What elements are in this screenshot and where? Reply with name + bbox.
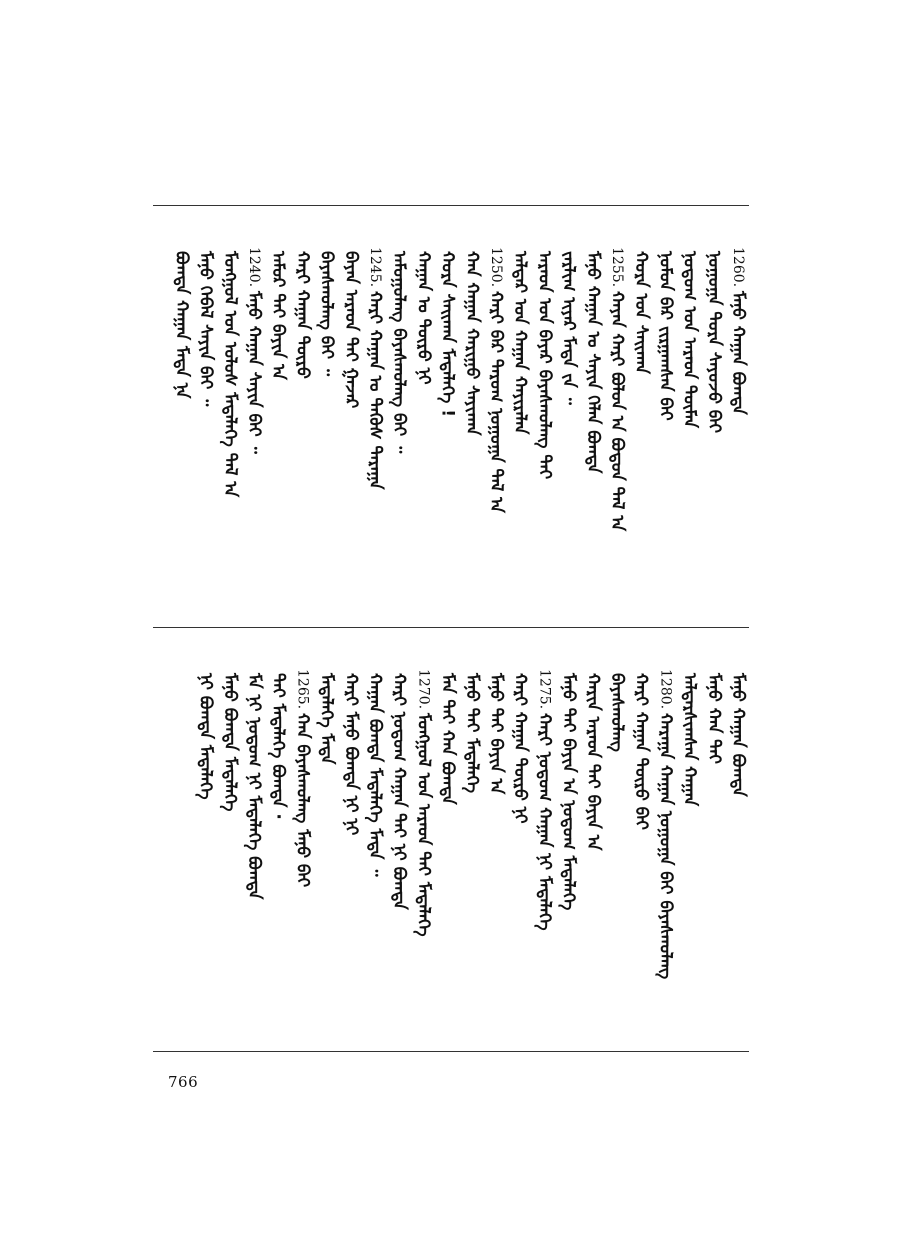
verse-line [727,247,749,415]
verse-line [195,247,217,406]
lower-verse-panel [153,627,749,1051]
verse-line [606,247,628,531]
bottom-rule [153,1051,749,1052]
line-text: ᠵᠠᠷᠯᠢᠭ ᠢᠶᠠᠷ ᠮᠡᠳᠡ ᠵᠡ ᠃ [558,251,579,405]
verse-line [219,247,241,497]
line-text: ᠮᠠᠨᠤ ᠲᠠᠢ ᠮᠡᠳᠡᠯᠡᠭᠡ [461,673,482,794]
line-text: ᠮᠡᠳᠡᠯᠡᠭᠡ ᠮᠡᠳᠡ [316,673,337,765]
verse-line [630,247,652,374]
line-text: ᠮᠠᠨᠤ ᠬᠠᠨ ᠲᠠᠢ [703,673,724,764]
line-text: ᠠᠯᠳᠠᠷ ᠤᠨ ᠬᠠᠭᠠᠨ ᠬᠠᠶᠢᠷᠠᠯᠠᠨ [510,251,531,435]
line-number: 1255. [609,247,625,288]
line-text: ᠠᠯᠳᠠᠷᠰᠢᠭᠰᠠᠨ ᠬᠠᠭᠠᠨ [679,673,700,807]
line-number: 1275. [536,669,553,710]
line-text: ᠬᠤᠷᠠ ᠰᠠᠢᠬᠠᠨ ᠮᠡᠳᠡᠯᠡᠭᠡ ! [437,251,458,417]
verse-line [606,669,628,752]
line-text: ᠬᠠᠨ ᠬᠠᠭᠠᠨ ᠬᠠᠷᠢᠭᠤ ᠰᠠᠶᠢᠬᠠᠨ [461,251,482,436]
line-text: ᠨᠤᠮᠤᠨ ᠪᠠᠷ ᠵᠢᠷᠭᠠᠭᠰᠠᠨ ᠪᠠᠢ [655,251,676,421]
verse-line [267,669,289,820]
line-text: ᠬᠤᠷᠠ ᠤᠨ ᠰᠠᠢᠬᠠᠨ [631,251,652,374]
line-text: ᠮᠠᠨᠤ ᠲᠠᠢ ᠪᠠᠶᠢᠨ ᠠ [486,673,506,795]
line-text: ᠬᠠᠷᠢ ᠨᠤᠲᠤᠭ ᠬᠠᠭᠠᠨ ᠨᠢ ᠮᠡᠳᠡᠯᠡᠭᠡ [534,713,555,931]
verse-line [485,247,507,513]
verse-line [509,247,531,434]
verse-line [340,247,362,408]
line-text: ᠪᠠᠶᠠᠰᠬᠤᠯᠠᠩ [607,673,627,752]
verse-line [267,247,289,380]
line-text: ᠨᠤᠭᠤᠭᠠ ᠳᠤᠷᠠ ᠰᠠᠶᠤᠵᠤ ᠪᠠᠢ [703,251,724,433]
line-number: 1250. [488,247,504,288]
verse-line [412,669,434,937]
line-text: ᠠᠮᠤᠷ ᠲᠠᠢ ᠪᠠᠶᠢᠨ ᠠ [268,251,289,380]
verse-line [170,247,192,398]
verse-line [412,247,434,385]
verse-line [340,669,362,835]
line-text: ᠪᠣᠭᠳᠠ ᠬᠠᠭᠠᠨ ᠮᠡᠳᠡ ᠨᠠ [171,251,192,399]
verse-line [437,669,459,805]
verse-line [654,247,676,421]
verse-line [703,247,725,433]
verse-line [316,247,338,376]
line-text: ᠬᠠᠷᠢ ᠪᠠᠷ ᠳᠠᠷᠤᠭ ᠨᠤᠭᠤᠭᠠ ᠲᠠᠯ ᠠ [486,291,506,514]
line-number: 1245. [367,247,383,288]
verse-line [727,669,749,797]
line-text: ᠮᠠ ᠨᠢ ᠨᠤᠲᠤᠭ ᠨᠢ ᠮᠡᠳᠡᠯᠡᠭᠡ ᠪᠣᠭᠳᠠ [244,673,264,900]
verse-line [437,247,459,417]
verse-line [485,669,507,794]
line-text: ᠪᠠᠶᠠᠰᠬᠤᠯᠠᠩ ᠪᠠᠢ ᠃ [316,251,337,377]
line-text: ᠬᠠᠷᠢ ᠨᠤᠲᠤᠭ ᠬᠠᠭᠠᠨ ᠲᠠᠢ ᠨᠢ ᠪᠣᠭᠳᠠ [389,673,410,910]
line-text: ᠮᠣᠩᠭᠣᠯ ᠤᠨ ᠠᠷᠠᠳ ᠲᠠᠢ ᠮᠡᠳᠡᠯᠡᠭᠡ [413,713,434,937]
line-number: 1260. [730,247,746,288]
verse-line [509,669,531,824]
line-text: ᠮᠠᠨᠤ ᠬᠠᠭᠠᠨ ᠪᠣᠭᠳᠠ [728,673,748,797]
verse-line [291,669,313,887]
page-number: 766 [168,1073,199,1091]
line-text: ᠬᠠᠷᠢ ᠬᠠᠭᠠᠨ ᠲᠥᠷᠦ ᠪᠠᠢ [631,673,652,830]
upper-verse-panel [153,205,749,627]
line-text: ᠠᠷᠠᠳ ᠤᠨ ᠪᠠᠶᠠᠷ ᠪᠠᠶᠠᠰᠬᠤᠯᠠᠩ ᠲᠠᠢ [534,251,555,480]
verse-line [364,247,386,490]
line-text: ᠮᠣᠩᠭᠣᠯ ᠤᠨ ᠤᠯᠤᠰ ᠮᠡᠳᠡᠯᠡᠭᠡ ᠲᠠᠯ ᠠ [219,251,240,498]
line-text: ᠬᠠᠶᠠᠨ ᠬᠠᠷᠢ ᠪᠤᠯᠤᠨ ᠠ ᠪᠤᠳᠤᠨ ᠲᠠᠯ ᠠ [607,291,627,532]
line-number: 1240. [246,247,262,288]
line-text: ᠪᠠᠶᠠᠨ ᠠᠷᠠᠳ ᠲᠠᠢ ᠭᠠᠵᠠᠷ [340,251,361,409]
verse-line [679,669,701,806]
line-text: ᠬᠠᠷᠢ ᠮᠠᠨᠤ ᠪᠣᠭᠳᠠ ᠨᠢ ᠨᠢ [340,673,361,836]
verse-line [558,247,580,405]
verse-line [388,669,410,910]
verse-line [533,669,555,931]
verse-line [364,669,386,877]
line-text: ᠬᠠᠷᠠᠭᠠ ᠬᠠᠭᠠᠨ ᠨᠤᠭᠤᠭᠠ ᠪᠠᠢ ᠪᠠᠶᠠᠰᠬᠤᠯᠠᠩ [655,713,676,980]
verse-line [316,669,338,764]
line-text: ᠬᠠᠭᠠᠨ ᠤ ᠲᠥᠷᠦ ᠨᠢ [413,251,434,385]
line-text: ᠨᠤᠲᠤᠭ ᠤᠨ ᠠᠷᠠᠳ ᠲᠦᠮᠡᠨ [679,251,700,429]
line-text: ᠲᠠᠢ ᠮᠡᠳᠡᠯᠡᠭᠡ ᠪᠣᠭᠳᠠ · [268,673,289,820]
line-text: ᠮᠠᠨᠤ ᠪᠣᠭᠳᠠ ᠮᠡᠳᠡᠯᠡᠭᠡ [219,673,240,812]
line-text: ᠮᠠᠨᠤ ᠬᠠᠭᠠᠨ ᠰᠠᠶᠢᠨ ᠪᠠᠢ ᠃ [244,291,264,454]
line-text: ᠨᠢ ᠪᠣᠭᠳᠠ ᠮᠡᠳᠡᠯᠡᠭᠡ [195,673,216,800]
verse-line [533,247,555,479]
verse-line [219,669,241,811]
line-text: ᠮᠠᠨᠤ ᠲᠠᠢ ᠪᠠᠶᠢᠨ ᠠ ᠨᠤᠲᠤᠭ ᠮᠡᠳᠡᠯᠡᠭᠡ [558,673,579,911]
line-text: ᠮᠠᠨᠤ ᠬᠠᠭᠠᠨ ᠪᠣᠭᠳᠠ [728,291,748,415]
verse-line [630,669,652,830]
verse-line [461,247,483,436]
line-text: ᠬᠠᠨ ᠪᠠᠶᠠᠰᠬᠤᠯᠠᠩ ᠮᠠᠨᠤ ᠪᠠᠢ [292,713,313,888]
line-text: ᠬᠠᠭᠠᠨ ᠪᠣᠭᠳᠠ ᠮᠡᠳᠡᠯᠡᠭᠡ ᠮᠡᠳᠡ ᠃ [365,673,385,877]
line-text: ᠮᠠᠨᠤ ᠬᠡᠪᠡᠯ ᠰᠠᠶᠢᠨ ᠪᠠᠢ ᠃ [195,251,216,407]
verse-line [582,247,604,473]
line-number: 1270. [415,669,432,710]
verse-line [243,247,265,454]
line-number: 1280. [657,669,674,710]
verse-line [291,247,313,379]
verse-line [679,247,701,428]
line-text: ᠬᠠᠷᠢ ᠬᠠᠭᠠᠨ ᠲᠥᠷᠦ ᠨᠢ [510,673,531,824]
verse-line [558,669,580,910]
verse-line [195,669,217,800]
line-text: ᠬᠠᠷᠢ ᠬᠠᠭᠠᠨ ᠲᠥᠷᠦ [292,251,313,379]
line-text: ᠠᠮᠤᠭᠤᠯᠠᠩ ᠪᠠᠶᠠᠰᠬᠤᠯᠠᠩ ᠪᠠᠢ ᠃ [389,251,410,454]
verse-line [582,669,604,851]
verse-line [243,669,265,899]
line-text: ᠮᠠᠨ ᠲᠠᠢ ᠬᠠᠨ ᠪᠣᠭᠳᠠ [437,673,458,805]
line-text: ᠮᠠᠨᠤ ᠬᠠᠭᠠᠨ ᠤ ᠰᠠᠶᠢᠨ ᠬᠡᠯᠡᠨ ᠪᠣᠭᠳᠠ [582,251,603,474]
verse-line [388,247,410,453]
line-number: 1265. [294,669,311,710]
line-text: ᠬᠠᠷᠢᠨ ᠠᠷᠠᠳ ᠲᠠᠢ ᠪᠠᠶᠢᠨ ᠠ [582,673,603,851]
verse-line [654,669,676,979]
verse-line [461,669,483,793]
line-text: ᠬᠠᠷᠢ ᠬᠠᠭᠠᠨ ᠤ ᠲᠡᠭᠦᠰ ᠲᠠᠷᠠᠭᠠ [365,291,385,490]
verse-line [703,669,725,764]
